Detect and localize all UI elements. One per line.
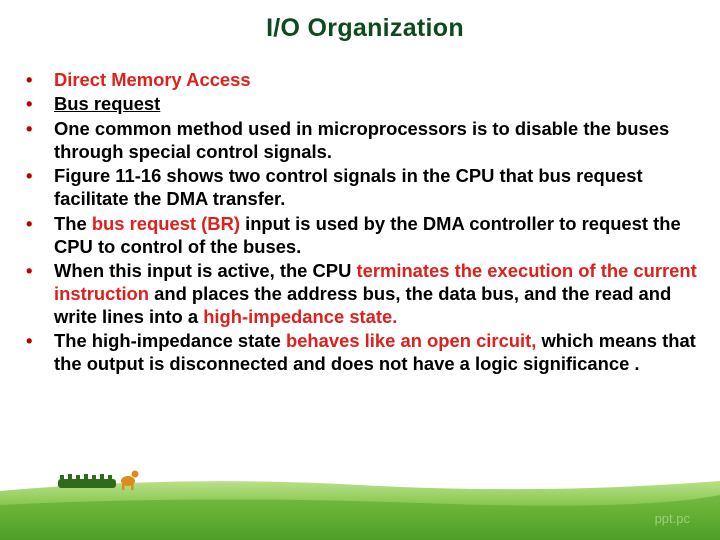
bullet-text: One common method used in microprocessors is to disable the buses through special control signals. — [54, 117, 670, 162]
bullet-text: The high-impedance state — [54, 330, 286, 352]
bullet-icon: • — [26, 117, 33, 139]
bullet-item — [24, 329, 704, 375]
bullet-item — [24, 259, 704, 328]
footer-watermark: ppt.pc — [654, 511, 690, 526]
bullet-item — [24, 212, 704, 258]
highlighted-text: terminates the execution of the current instruction — [54, 259, 697, 304]
highlighted-text: behaves like an open circuit, — [285, 330, 537, 352]
bullet-item — [24, 117, 704, 163]
highlighted-text: high-impedance state. — [203, 305, 398, 327]
bullet-text: When this input is active, the CPU — [54, 259, 357, 281]
bullet-text: Figure 11-16 shows two control signals in the CPU that bus request facilitate the DMA transfer. — [54, 165, 643, 210]
bullet-list — [24, 68, 704, 377]
bullet-text: and places the address bus, the data bus, and the read and write lines into a — [54, 282, 672, 327]
bullet-text: which means that the output is disconnected and does not have a logic significance . — [54, 330, 696, 375]
bullet-item — [24, 164, 704, 210]
highlighted-text: bus request (BR) — [91, 212, 240, 234]
bullet-icon: • — [26, 259, 33, 281]
grass-footer-image — [0, 465, 720, 540]
underlined-text: Bus request — [54, 93, 161, 115]
bullet-icon: • — [26, 165, 33, 187]
slide-title: I/O Organization — [266, 14, 464, 42]
bullet-text: input is used by the DMA controller to request the CPU to control of the buses. — [54, 212, 681, 257]
bullet-icon: • — [26, 330, 33, 352]
bullet-icon: • — [26, 69, 33, 90]
bullet-icon: • — [26, 212, 33, 234]
bullet-item — [24, 92, 704, 115]
bullet-icon: • — [26, 93, 33, 115]
bullet-text: The — [54, 212, 92, 234]
bullet-item — [24, 68, 704, 91]
highlighted-text: Direct Memory Access — [54, 69, 251, 90]
tree-line — [58, 474, 116, 488]
